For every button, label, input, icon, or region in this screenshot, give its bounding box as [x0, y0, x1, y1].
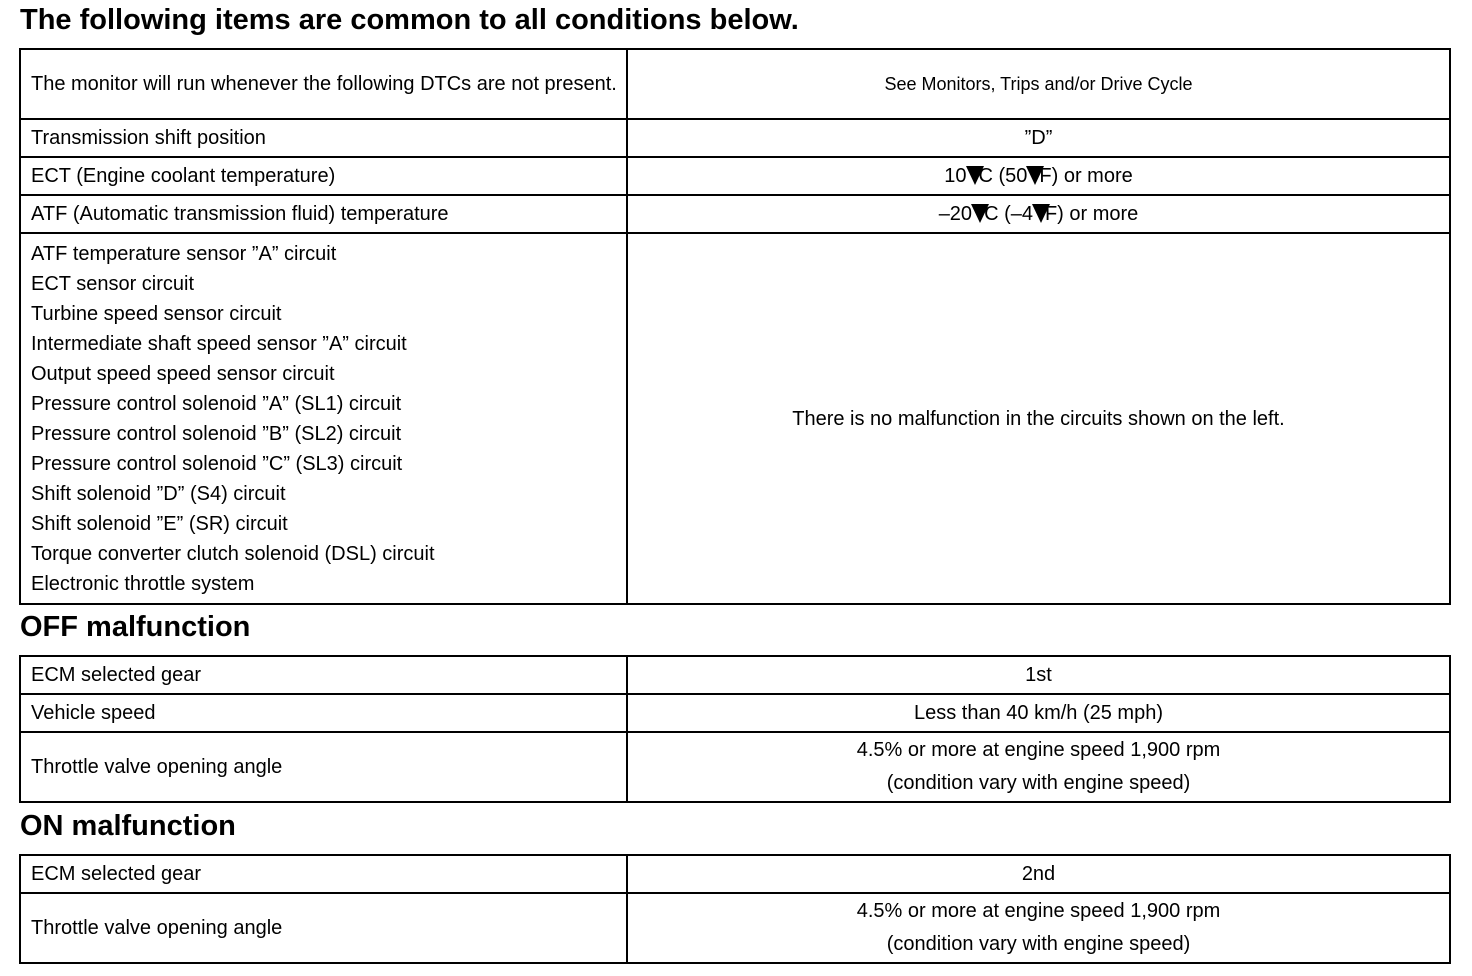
- row-label: Transmission shift position: [20, 119, 627, 157]
- table-row: [20, 119, 1450, 157]
- value-line: 4.5% or more at engine speed 1,900 rpm: [856, 739, 1221, 761]
- row-label: Throttle valve opening angle: [20, 893, 627, 963]
- value-part: F) or more: [1039, 165, 1133, 187]
- value-part: 10: [944, 165, 967, 187]
- table-row: [20, 656, 1450, 694]
- value-line: (condition vary with engine speed): [886, 933, 1191, 955]
- row-value: 2nd: [627, 855, 1450, 893]
- row-value: [627, 195, 1450, 233]
- row-value: [627, 732, 1450, 802]
- circuits-value: There is no malfunction in the circuits shown on the left.: [627, 233, 1450, 604]
- circuit-item: Torque converter clutch solenoid (DSL) circuit: [31, 542, 435, 565]
- circuit-item: Pressure control solenoid ”A” (SL1) circuit: [31, 392, 402, 415]
- value-line: (condition vary with engine speed): [886, 772, 1191, 794]
- circuit-item: Shift solenoid ”E” (SR) circuit: [31, 512, 288, 535]
- row-value: 1st: [627, 656, 1450, 694]
- on-malfunction-table: [19, 854, 1451, 964]
- table-row: [20, 732, 1450, 802]
- circuit-item: Turbine speed sensor circuit: [31, 302, 282, 325]
- circuit-item: ATF temperature sensor ”A” circuit: [31, 242, 337, 265]
- circuit-item: Pressure control solenoid ”C” (SL3) circuit: [31, 452, 403, 475]
- value-part: C (50: [978, 165, 1028, 187]
- table-row: [20, 49, 1450, 119]
- table-row: [20, 855, 1450, 893]
- circuit-item: Electronic throttle system: [31, 572, 255, 595]
- row-label: ECT (Engine coolant temperature): [20, 157, 627, 195]
- row-label: The monitor will run whenever the following DTCs are not present.: [20, 49, 627, 119]
- row-label: Throttle valve opening angle: [20, 732, 627, 802]
- table-row: [20, 157, 1450, 195]
- value-line: 4.5% or more at engine speed 1,900 rpm: [856, 900, 1221, 922]
- row-label: ECM selected gear: [20, 656, 627, 694]
- row-value: Less than 40 km/h (25 mph): [627, 694, 1450, 732]
- row-value: [627, 893, 1450, 963]
- circuit-list: [20, 233, 627, 604]
- table-row: [20, 893, 1450, 963]
- row-label: ATF (Automatic transmission fluid) temperature: [20, 195, 627, 233]
- row-label: Vehicle speed: [20, 694, 627, 732]
- value-part: F) or more: [1044, 203, 1139, 225]
- on-malfunction-heading: ON malfunction: [20, 810, 236, 842]
- circuit-item: Output speed speed sensor circuit: [31, 362, 335, 385]
- value-part: –20: [938, 203, 973, 225]
- common-conditions-table: [19, 48, 1451, 605]
- table-row: [20, 694, 1450, 732]
- table-row: [20, 195, 1450, 233]
- off-malfunction-table: [19, 655, 1451, 803]
- row-value: [627, 157, 1450, 195]
- circuit-item: Shift solenoid ”D” (S4) circuit: [31, 482, 286, 505]
- table-row: [20, 233, 1450, 604]
- row-value: ”D”: [627, 119, 1450, 157]
- value-part: C (–4: [984, 203, 1033, 225]
- common-conditions-heading: The following items are common to all conditions below.: [20, 4, 799, 36]
- circuit-item: Pressure control solenoid ”B” (SL2) circuit: [31, 422, 402, 445]
- row-value: See Monitors, Trips and/or Drive Cycle: [627, 49, 1450, 119]
- row-label: ECM selected gear: [20, 855, 627, 893]
- circuit-item: Intermediate shaft speed sensor ”A” circuit: [31, 332, 407, 355]
- circuit-item: ECT sensor circuit: [31, 272, 195, 295]
- off-malfunction-heading: OFF malfunction: [20, 611, 251, 643]
